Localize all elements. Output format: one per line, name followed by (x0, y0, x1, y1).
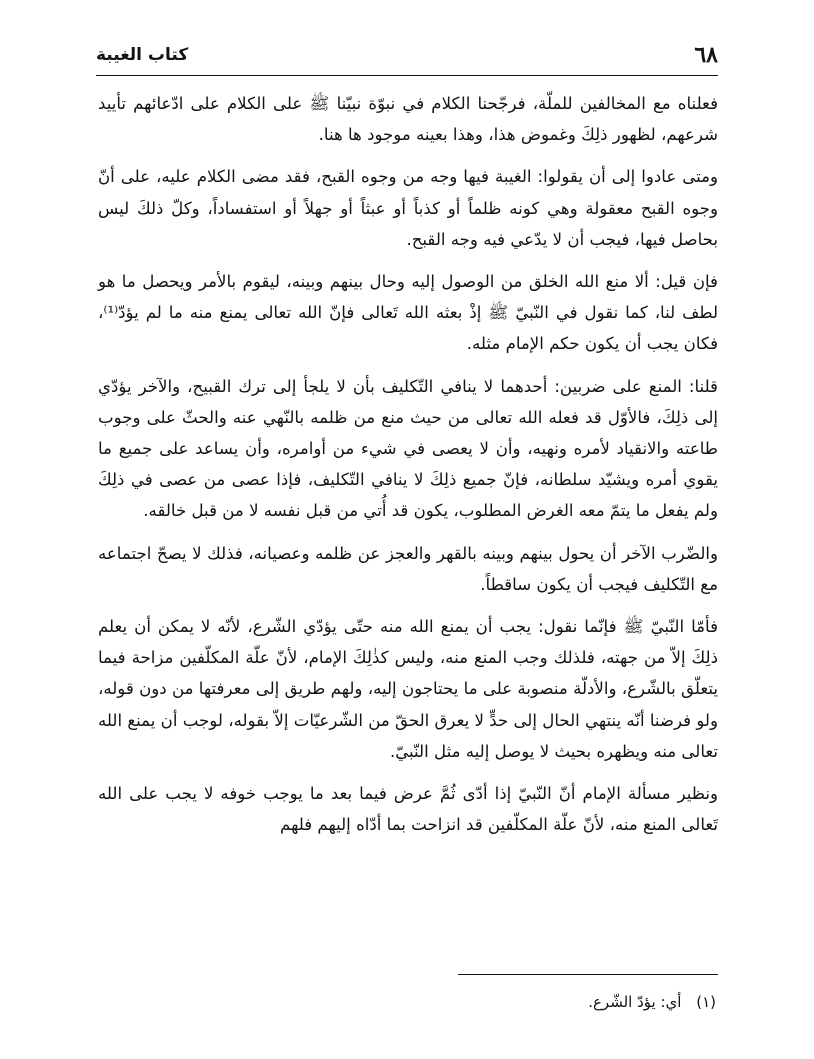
page-header (96, 38, 718, 72)
paragraph: ومتى عادوا إلى أن يقولوا: الغيبة فيها وجه من وجوه القبح، فقد مضى الكلام عليه، على أنّ وجوه القبح معقولة وهي كونه ظلماً أو كذباً أو عبثاً أو جهلاً أو استفساداً، وكلّ ذلكَ ليس بحاصل فيها، فيجب أن لا يدّعي فيه وجه القبح. (98, 167, 718, 249)
paragraph: ونظير مسألة الإمام أنّ النّبيّ إذا أدّى ثُمَّ عرض فيما بعد ما يوجب خوفه لا يجب على الله تَعالى المنع منه، لأنّ علّة المكلّفين قد انزاحت بما أدّاه إليهم فلهم (98, 784, 718, 835)
paragraph: فإن قيل: ألا منع الله الخلق من الوصول إليه وحال بينهم وبينه، ليقوم بالأمر ويحصل ما هو لطف لنا، كما نقول في النّبيّ ﷺ إذْ بعثه الله تَعالى فإنّ الله تعالى يمنع منه ما لم يؤدّ⁽¹⁾، فكان يجب أن يكون حكم الإمام مثله. (98, 272, 718, 354)
footnote-rule (458, 974, 718, 975)
page-number: ٦٨ (694, 42, 718, 68)
paragraph: فعلناه مع المخالفين للملّة، فرجّحنا الكلام في نبوّة نبيّنا ﷺ على الكلام على ادّعائهم تأييد شرعهم، لظهور ذلِكَ وغموض هذا، وهذا بعينه موجود ها هنا. (98, 94, 718, 145)
paragraph: والضّرب الآخر أن يحول بينهم وبينه بالقهر والعجز عن ظلمه وعصيانه، فذلك لا يصحّ اجتماعه مع التّكليف فيجب أن يكون ساقطاً. (98, 543, 718, 594)
body-text (98, 88, 718, 851)
paragraph: قلنا: المنع على ضربين: أحدهما لا ينافي التّكليف بأن لا يلجأ إلى ترك القبيح، والآخر يؤدّي إلى ذلِكَ، فالأوّل قد فعله الله تعالى من حيث منع من ظلمه بالنّهي عنه والحثّ على وجوب طاعته والانقياد لأمره ونهيه، وأن لا يعصى في شيء من أوامره، وأن يساعد على جميع ما يقوي أمره ويشيّد سلطانه، فإنّ جميع ذلِكَ لا ينافي التّكليف، فإذا عصى من عصى في ذلِكَ ولم يفعل ما يتمّ معه الغرض المطلوب، يكون قد أُتي من قبل نفسه لا من قبل خالقه. (98, 376, 718, 521)
footnote (98, 990, 716, 1014)
header-rule (96, 75, 718, 76)
footnote-text: أي: يؤدّ الشّرع. (588, 993, 682, 1011)
running-title: كتاب الغيبة (96, 45, 189, 65)
footnote-marker: (١) (696, 993, 716, 1011)
paragraph: فأمّا النّبيّ ﷺ فإنّما نقول: يجب أن يمنع الله منه حتّى يؤدّي الشّرع، لأنّه لا يمكن أن يعلم ذلِكَ إلاّ من جهته، فلذلك وجب المنع منه، وليس كذٰلِكَ الإمام، لأنّ علّة المكلّفين مزاحة فيما يتعلّق بالشّرع، والأدلّة منصوبة على ما يحتاجون إليه، ولهم طريق إلى معرفتها من دون قوله، ولو فرضنا أنّه ينتهي الحال إلى حدٍّ لا يعرق الحقّ من الشّرعيّات إلاّ بقوله، لوجب أن يمنع الله تعالى منه ويظهره بحيث لا يوصل إليه مثل النّبيّ. (98, 617, 718, 761)
